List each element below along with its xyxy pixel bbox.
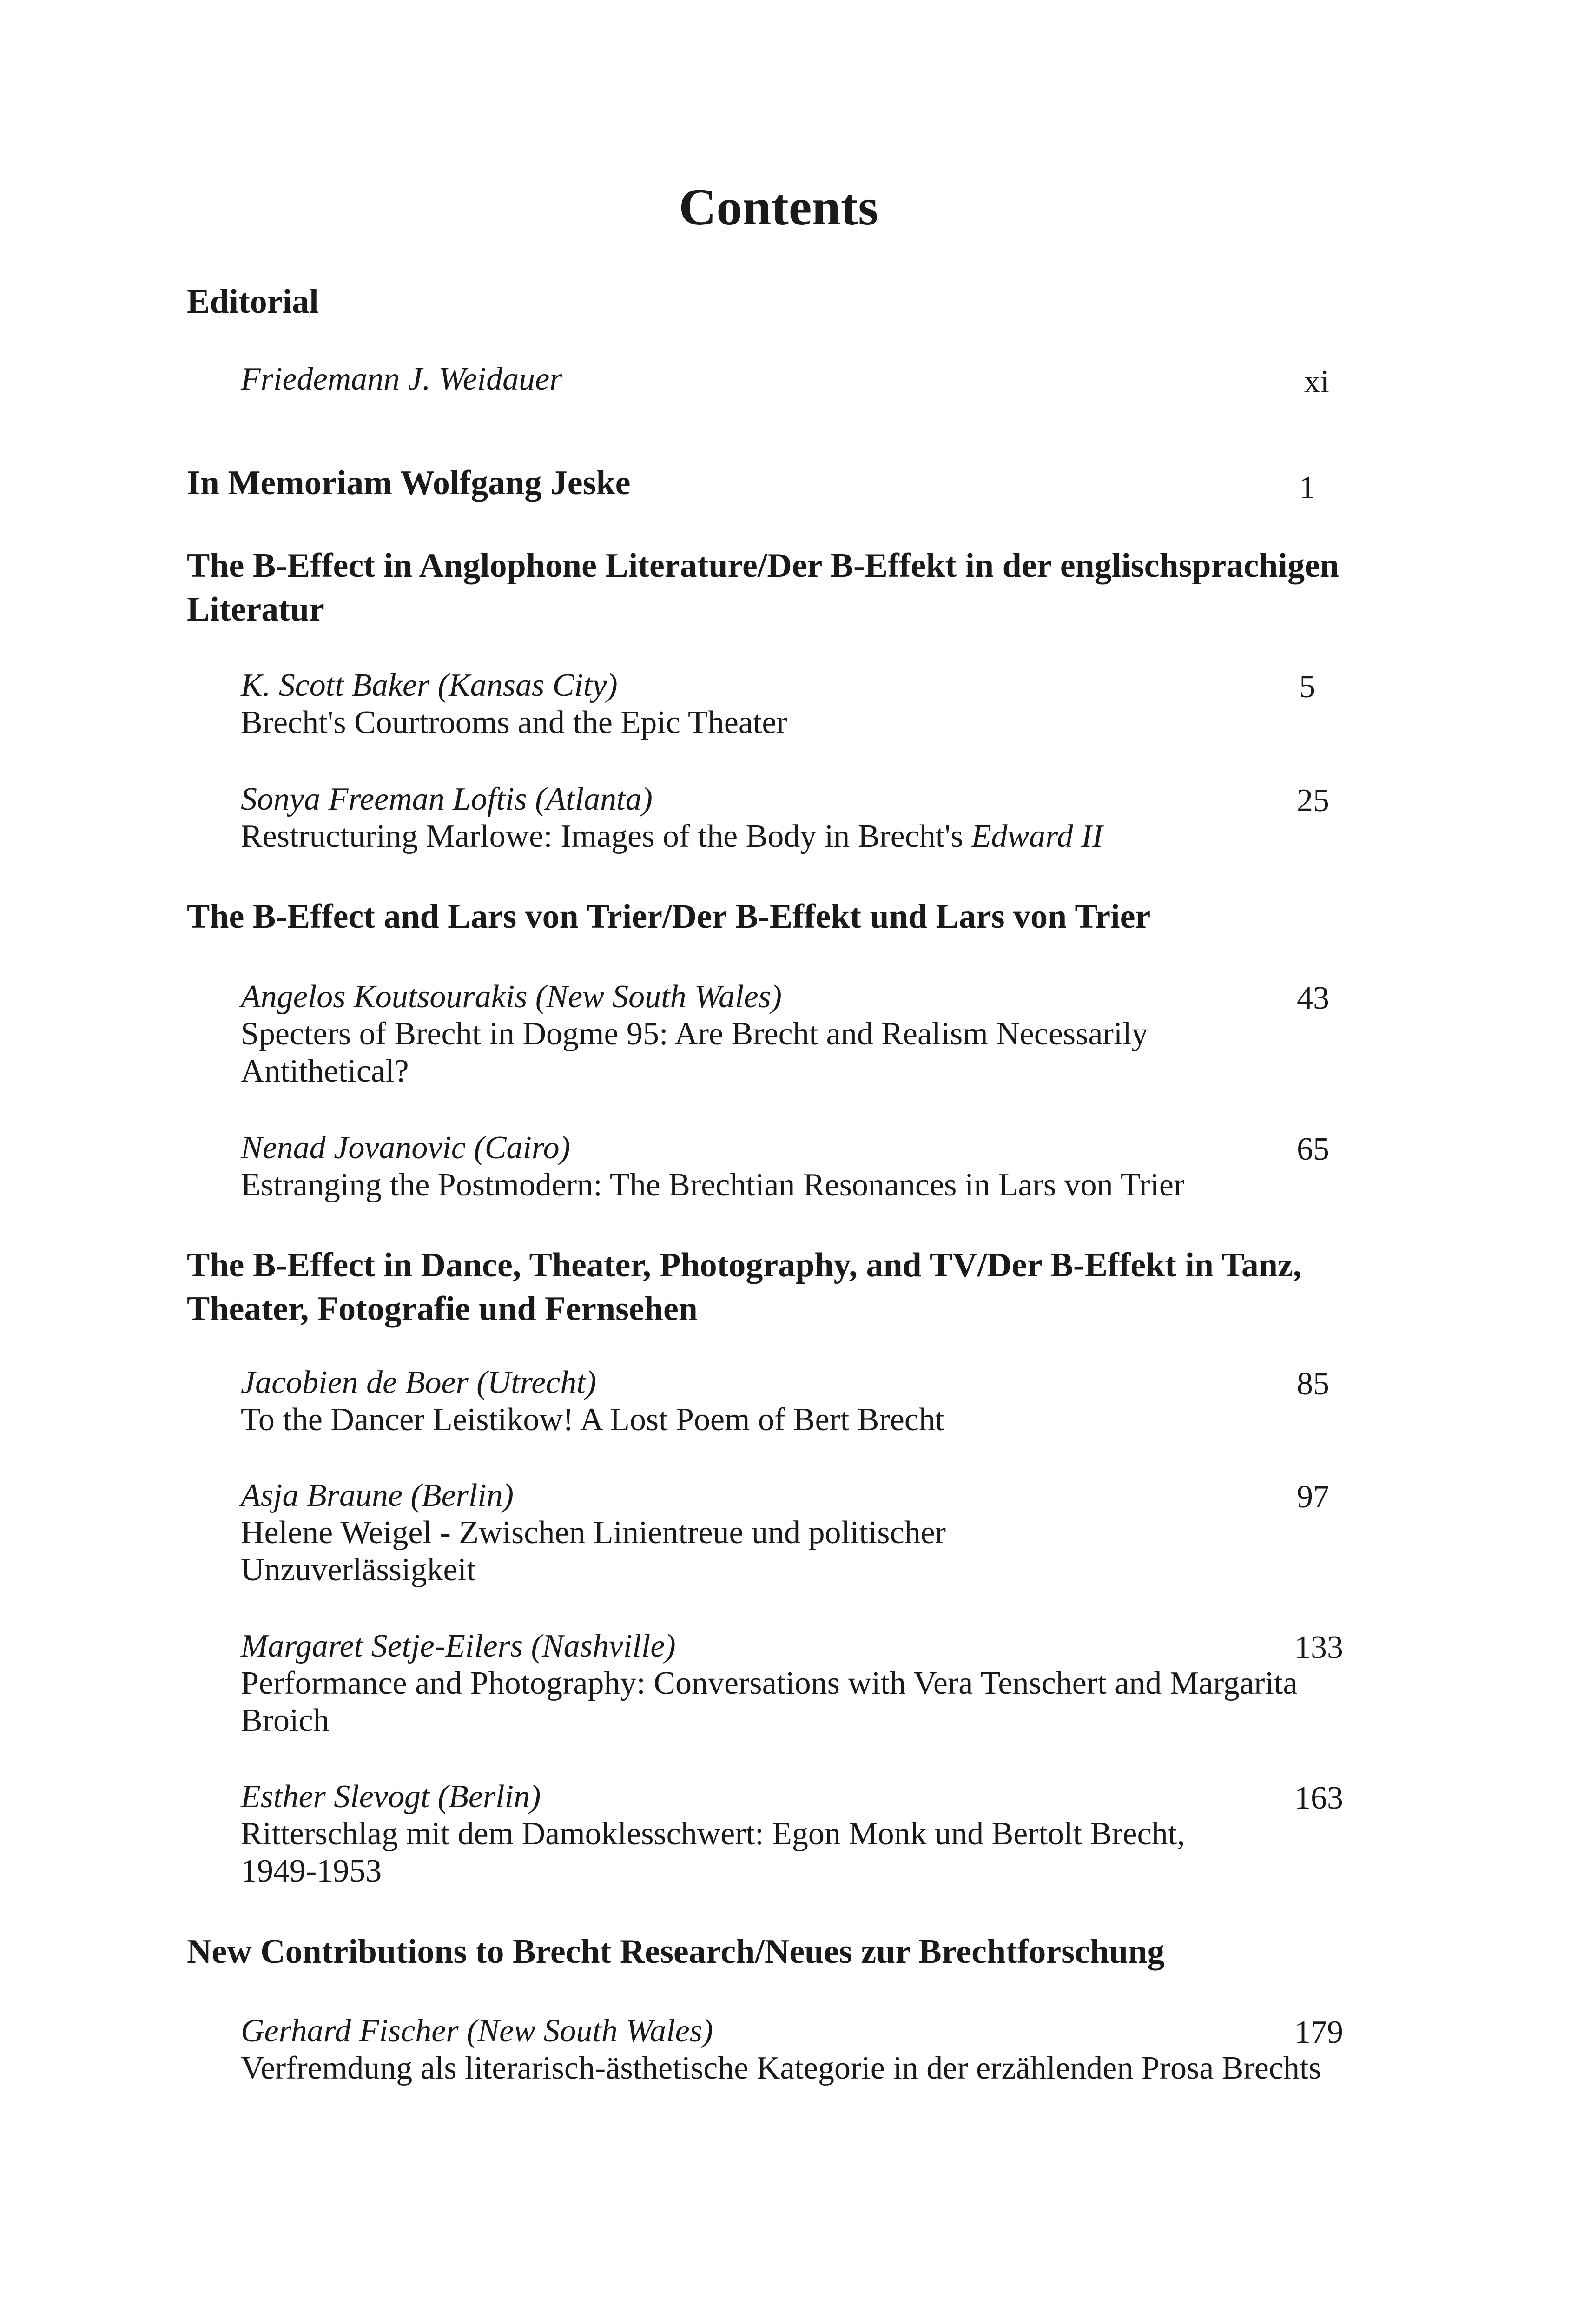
section-heading-lars-von-trier: The B-Effect and Lars von Trier/Der B-Effekt und Lars von Trier <box>187 898 1151 936</box>
entry-title: Specters of Brecht in Dogme 95: Are Brecht and Realism Necessarily Antithetical? <box>241 1016 1148 1089</box>
entry-author: Friedemann J. Weidauer <box>241 361 562 397</box>
entry-author: Margaret Setje-Eilers (Nashville) <box>241 1628 676 1664</box>
toc-entry <box>241 1364 1310 1439</box>
entry-page-number: 85 <box>1297 1366 1329 1402</box>
entry-author: Nenad Jovanovic (Cairo) <box>241 1130 570 1166</box>
toc-entry <box>241 1129 1310 1204</box>
memoriam-page-number: 1 <box>1299 470 1315 506</box>
toc-entry <box>241 1628 1310 1739</box>
section-heading-dance-theater: The B-Effect in Dance, Theater, Photography, and TV/Der B-Effekt in Tanz, Theater, Fotografie und Fernsehen <box>187 1246 1302 1328</box>
section-heading-new-contributions: New Contributions to Brecht Research/Neues zur Brechtforschung <box>187 1933 1165 1971</box>
entry-author: Angelos Koutsourakis (New South Wales) <box>241 979 782 1015</box>
entry-page-number: 65 <box>1297 1131 1329 1167</box>
entry-author: Gerhard Fischer (New South Wales) <box>241 2013 713 2049</box>
entry-page-number: 5 <box>1299 669 1315 705</box>
entry-page-number: 97 <box>1297 1479 1329 1515</box>
entry-title: Restructuring Marlowe: Images of the Body in Brecht's Edward II <box>241 819 1103 854</box>
entry-page-number: 163 <box>1294 1780 1343 1816</box>
entry-title: Brecht's Courtrooms and the Epic Theater <box>241 705 787 740</box>
section-heading-memoriam: In Memoriam Wolfgang Jeske <box>187 464 631 502</box>
entry-author: K. Scott Baker (Kansas City) <box>241 667 618 703</box>
toc-entry <box>241 1477 1310 1589</box>
entry-author: Esther Slevogt (Berlin) <box>241 1779 541 1815</box>
entry-author: Sonya Freeman Loftis (Atlanta) <box>241 781 653 817</box>
entry-page-number: 179 <box>1294 2014 1343 2050</box>
entry-page-number: 43 <box>1297 980 1329 1016</box>
page-title: Contents <box>679 178 878 236</box>
entry-page-number: 25 <box>1297 783 1329 819</box>
toc-entry <box>241 978 1310 1090</box>
entry-author: Jacobien de Boer (Utrecht) <box>241 1365 597 1400</box>
section-heading-editorial: Editorial <box>187 283 319 321</box>
entry-title: To the Dancer Leistikow! A Lost Poem of Bert Brecht <box>241 1402 944 1438</box>
toc-entry <box>241 667 1310 741</box>
entry-title: Ritterschlag mit dem Damoklesschwert: Egon Monk und Bertolt Brecht, 1949-1953 <box>241 1816 1185 1889</box>
entry-author: Asja Braune (Berlin) <box>241 1478 514 1513</box>
toc-entry <box>241 781 1310 855</box>
editorial-page-number: xi <box>1304 364 1329 400</box>
editorial-entry <box>241 361 1310 398</box>
entry-title: Estranging the Postmodern: The Brechtian Resonances in Lars von Trier <box>241 1167 1185 1203</box>
toc-entry <box>241 1778 1310 1890</box>
entry-title: Verfremdung als literarisch-ästhetische Kategorie in der erzählenden Prosa Brechts <box>241 2050 1321 2086</box>
entry-title: Helene Weigel - Zwischen Linientreue und politischer Unzuverlässigkeit <box>241 1515 946 1588</box>
entry-page-number: 133 <box>1294 1630 1343 1665</box>
section-heading-anglophone: The B-Effect in Anglophone Literature/Der B-Effekt in der englischsprachigen Literatur <box>187 547 1339 628</box>
entry-title-italic: Edward II <box>971 819 1103 854</box>
entry-title: Performance and Photography: Conversations with Vera Tenschert and Margarita Broich <box>241 1665 1298 1738</box>
